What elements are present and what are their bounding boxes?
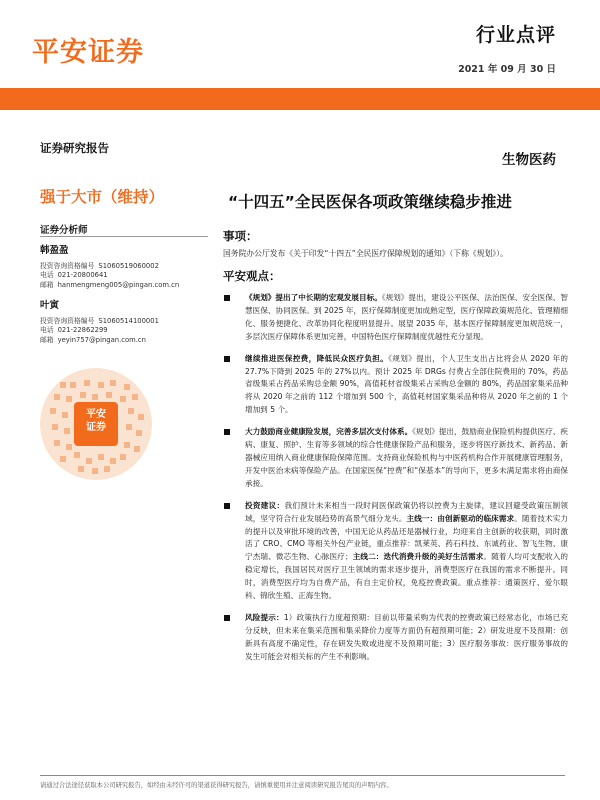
analyst-cert bbox=[40, 317, 159, 326]
viewpoint-heading: 平安观点： bbox=[223, 269, 281, 283]
report-header bbox=[458, 20, 556, 75]
list-item bbox=[223, 292, 568, 344]
analyst-card bbox=[40, 242, 179, 290]
phone-label: 电话 bbox=[40, 271, 54, 280]
footer-disclaimer: 请通过合法途径获取本公司研究报告，如经由未经许可的渠道获得研究报告，请慎重使用并注意阅读研究报告尾页的声明内容。 bbox=[40, 782, 393, 789]
analyst-phone bbox=[40, 271, 179, 280]
rating-badge: 强于大市（维持） bbox=[40, 188, 165, 206]
bullet-highlight: 主线二：迭代消费升级的美好生活需求 bbox=[352, 552, 484, 562]
qr-logo bbox=[74, 402, 118, 446]
bullet-text: 我们预计未来相当一段时间医保政策仍将以控费为主旋律，建议回避受政策压制领域，坚守符合行业发展趋势的高景气细分龙头。 bbox=[245, 500, 569, 523]
cert-number: S1060519060002 bbox=[98, 262, 159, 270]
email-label: 邮箱 bbox=[40, 280, 54, 289]
list-item bbox=[223, 353, 568, 418]
bullet-text: 。随着人均可支配收入的稳定增长，我国居民对医疗卫生领域的需求逐步提升，消费型医疗在我国的需求不断提升。同时，消费型医疗均为自费产品，有自主定价权，免疫控费政策。重点推荐：通策医疗、爱尔眼科、锦欣生殖、正海生物。 bbox=[245, 552, 569, 601]
header-banner bbox=[0, 88, 600, 110]
logo-text: 平安证券 bbox=[32, 37, 144, 68]
qr-code[interactable] bbox=[40, 368, 152, 480]
analyst-cert bbox=[40, 262, 179, 271]
section-label: 证券研究报告 bbox=[40, 141, 109, 155]
bullet-square-icon bbox=[224, 356, 230, 362]
report-date: 2021 年 09 月 30 日 bbox=[458, 64, 556, 75]
analyst-divider bbox=[40, 236, 208, 237]
email-address[interactable]: hanmengmeng005@pingan.com.cn bbox=[57, 280, 180, 289]
bullet-square-icon bbox=[224, 503, 230, 509]
industry-label: 生物医药 bbox=[502, 152, 556, 168]
bullet-square-icon bbox=[224, 295, 230, 301]
phone-number: 021-20800641 bbox=[57, 271, 108, 280]
qr-logo-line2: 证券 bbox=[86, 422, 106, 433]
bullet-square-icon bbox=[224, 615, 230, 621]
viewpoint-list bbox=[223, 292, 568, 664]
bullet-text: 《规划》提出，鼓励商业保险机构提供医疗、疾病、康复、照护、生育等多领域的综合性健康保险产品和服务，逐步将医疗新技术、新药品、新器械应用纳入商业健康保险保障范围。支持商业保险机构与中医药机构合作开展健康管理服务，开发中医治未病等保险产品。在国家医保“控费”和“保基本”的导向下，更多未满足需求将由商保承接。 bbox=[245, 427, 568, 488]
bullet-highlight: 投资建议： bbox=[245, 500, 285, 510]
phone-number: 021-22862299 bbox=[57, 326, 108, 335]
analyst-heading: 证券分析师 bbox=[40, 225, 88, 236]
footer-divider bbox=[40, 775, 565, 776]
report-headline: “十四五”全民医保各项政策继续稳步推进 bbox=[228, 193, 512, 211]
bullet-highlight: 主线一：由创新驱动的临床需求 bbox=[406, 513, 515, 523]
cert-label: 投资咨询资格编号 bbox=[40, 317, 95, 325]
phone-label: 电话 bbox=[40, 326, 54, 335]
bullet-highlight: 《规划》提出了中长期的宏观发展目标。 bbox=[245, 293, 382, 302]
cert-number: S1060514100001 bbox=[98, 317, 159, 325]
report-type: 行业点评 bbox=[475, 24, 556, 46]
analyst-card bbox=[40, 297, 159, 345]
email-address[interactable]: yeyin757@pingan.com.cn bbox=[57, 335, 146, 344]
bullet-text: 。随着技术实力的提升以及审批环境的改善，中国无论从药品还是器械行业，均迎来自主创新的收获期，同时激活了 CRO、CMO 等相关外包产业链，重点推荐：凯莱英、药石科技、东诚药业、智飞生物、康宁杰瑞、微芯生物、心脉医疗； bbox=[245, 513, 569, 562]
bullet-text: 《规划》提出，个人卫生支出占比将会从 2020 年的 27.7%下降到 2025 年的 27%以内。预计 2025 年 DRGs 付费占全部住院费用的 70%，药品省级集采占药品采购总金额 90%，高值耗材省级集采占采购总金额的 80%，药品国家集采品种将从 2020 年之前的 112 个增加到 500 个，高值耗材国家集采品种将从 2020 年之前的 1 个增加到 5 个。 bbox=[245, 353, 568, 415]
bullet-highlight: 大力鼓励商业健康险发展，完善多层次支付体系。 bbox=[245, 427, 413, 437]
bullet-square-icon bbox=[224, 429, 230, 435]
company-logo bbox=[32, 30, 162, 68]
analyst-name: 叶寅 bbox=[40, 300, 60, 311]
bullet-text: 《规划》提出，建设公平医保、法治医保、安全医保、智慧医保、协同医保。到 2025 年，医疗保障制度更加成熟定型，医疗保障政策规范化、管理精细化、服务便捷化、改革协同化程度明显提升。展望 2035 年，基本医疗保障制度更加规范统一，多层次医疗保障体系更加完善，中国特色医疗保障制度优越性充分显现。 bbox=[245, 293, 569, 341]
analyst-email bbox=[40, 336, 159, 345]
bullet-highlight: 风险提示： bbox=[245, 612, 284, 622]
list-item bbox=[223, 426, 568, 491]
list-item bbox=[223, 500, 568, 603]
email-label: 邮箱 bbox=[40, 335, 54, 344]
cert-label: 投资咨询资格编号 bbox=[40, 262, 95, 270]
qr-logo-line1: 平安 bbox=[86, 409, 106, 420]
analyst-phone bbox=[40, 326, 159, 335]
bullet-highlight: 继续推进医保控费，降低民众医疗负担。 bbox=[245, 353, 389, 363]
list-item bbox=[223, 612, 568, 664]
event-text: 国务院办公厅发布《关于印发“十四五”全民医疗保障规划的通知》（下称《规划》）。 bbox=[223, 249, 508, 258]
analyst-name: 韩盈盈 bbox=[40, 245, 69, 256]
analyst-email bbox=[40, 281, 179, 290]
bullet-text: 1）政策执行力度超预期：目前以带量采购为代表的控费政策已经常态化，市场已充分反映，但未来在集采范围和集采降价力度等方面仍有超预期可能；2）研发进度不及预期：创新具有高度不确定性，存在研发失败或进度不及预期可能；3）医疗服务事故：医疗服务事故的发生可能会对相关标的产生不利影响。 bbox=[245, 612, 569, 661]
event-heading: 事项： bbox=[223, 229, 258, 243]
